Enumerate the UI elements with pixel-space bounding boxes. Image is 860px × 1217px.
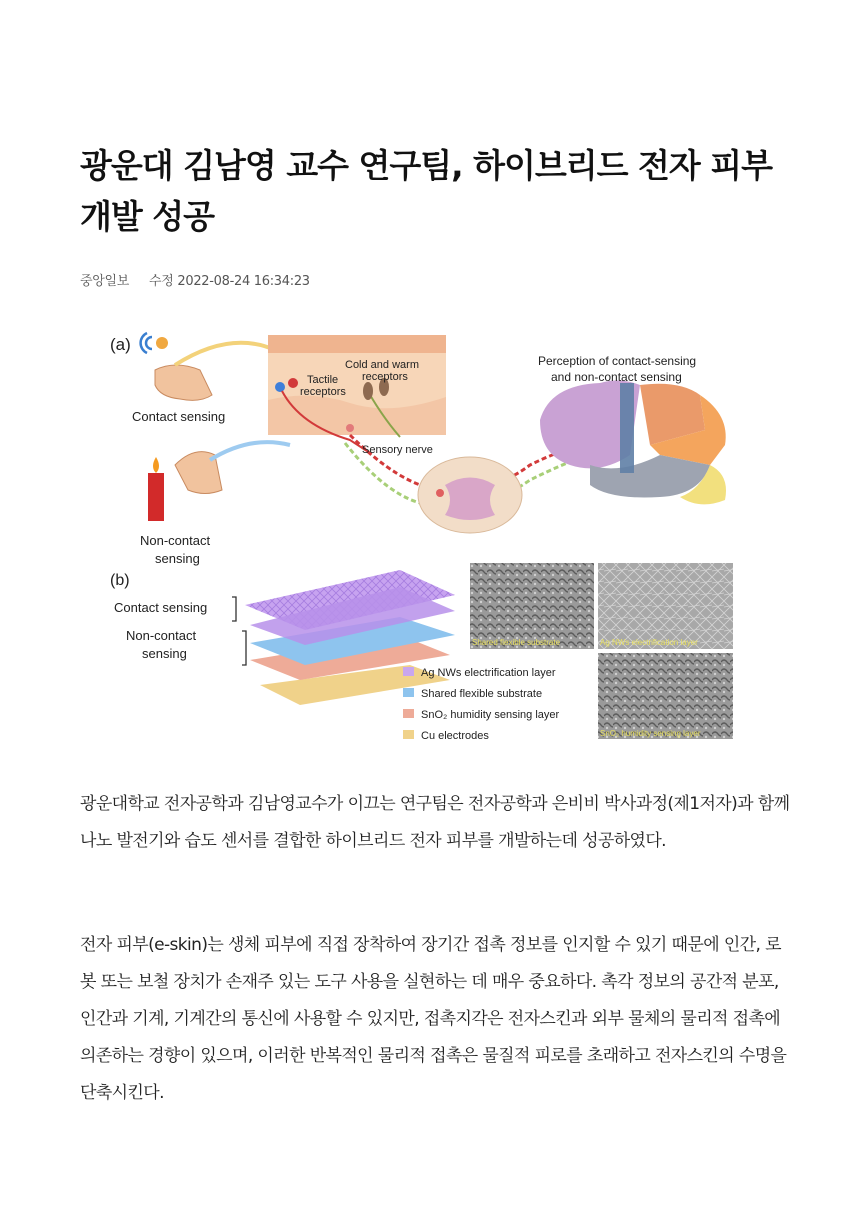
legend-item-ag-nws: Ag NWs electrification layer: [421, 667, 556, 679]
tactile-receptors-label-2: receptors: [300, 386, 346, 398]
legend-item-cu-electrodes: Cu electrodes: [421, 730, 489, 742]
sem-caption-sno2: SnO₂ humidity sensing layer: [600, 729, 701, 738]
brain-illustration: [540, 380, 726, 504]
hand-touch-icon: [155, 365, 212, 400]
sem-caption-ag-nws: Ag NWs electrification layer: [600, 638, 698, 647]
cold-warm-label-1: Cold and warm: [345, 359, 419, 371]
sem-image-ag-nws: [598, 563, 733, 649]
figure-legend: [403, 667, 560, 742]
b-non-contact-label-2: sensing: [142, 646, 187, 661]
article-source[interactable]: 중앙일보: [80, 274, 130, 289]
sensory-nerve-label: Sensory nerve: [362, 444, 433, 456]
non-contact-label-1: Non-contact: [140, 533, 211, 548]
wireless-signal-icon: [141, 333, 168, 353]
b-contact-sensing-label: Contact sensing: [114, 600, 208, 615]
b-non-contact-label-1: Non-contact: [126, 628, 197, 643]
article-headline: 광운대 김남영 교수 연구팀, 하이브리드 전자 피부 개발 성공: [80, 146, 773, 236]
contact-sensing-label: Contact sensing: [132, 409, 226, 424]
receptor-blue-dot: [275, 382, 285, 392]
layer-stack-illustration: [245, 570, 455, 705]
sem-image-substrate: [470, 563, 594, 649]
sem-image-sno2: [598, 653, 733, 739]
perception-label-2: and non-contact sensing: [551, 370, 682, 384]
candle-icon: [148, 457, 164, 521]
figure-illustration: [100, 325, 740, 745]
perception-label-1: Perception of contact-sensing: [538, 354, 697, 368]
tactile-receptors-label-1: Tactile: [307, 374, 339, 386]
article-meta: [80, 270, 310, 289]
body-paragraph-2: 전자 피부(e-skin)는 생체 피부에 직접 장착하여 장기간 접촉 정보를 인지할 수 있기 때문에 인간, 로봇 또는 보철 장치가 손재주 있는 도구 사용을 실현하는 데 매우 중요하다. 촉각 정보의 공간적 분포, 인간과 기계, 기계간의 통신에 사용할 수 있지만, 접촉지각은 전자스킨과 외부 물체의 물리적 접촉에 의존하는 경향이 있으며, 이러한 반복적인 물리적 접촉은 물질적 피로를 초래하고 전자스킨의 수명을 단축시킨다.: [80, 935, 787, 1103]
sem-caption-substrate: Shared flexible substrate: [472, 638, 561, 647]
article-figure: [100, 325, 740, 745]
panel-a-label: (a): [110, 335, 131, 354]
spinal-cord-section: [418, 457, 522, 533]
non-contact-label-2: sensing: [155, 551, 200, 566]
receptor-red-dot: [288, 378, 298, 388]
legend-item-substrate: Shared flexible substrate: [421, 688, 543, 700]
legend-item-sno2: SnO₂ humidity sensing layer: [421, 709, 560, 721]
article-modified-date: 수정 2022-08-24 16:34:23: [149, 274, 310, 289]
body-paragraph-1: 광운대학교 전자공학과 김남영교수가 이끄는 연구팀은 전자공학과 은비비 박사과정(제1저자)과 함께 나노 발전기와 습도 센서를 결합한 하이브리드 전자 피부를 개발하는데 성공하였다.: [80, 794, 790, 851]
panel-b-label: (b): [110, 572, 130, 589]
cold-warm-label-2: receptors: [362, 371, 408, 383]
